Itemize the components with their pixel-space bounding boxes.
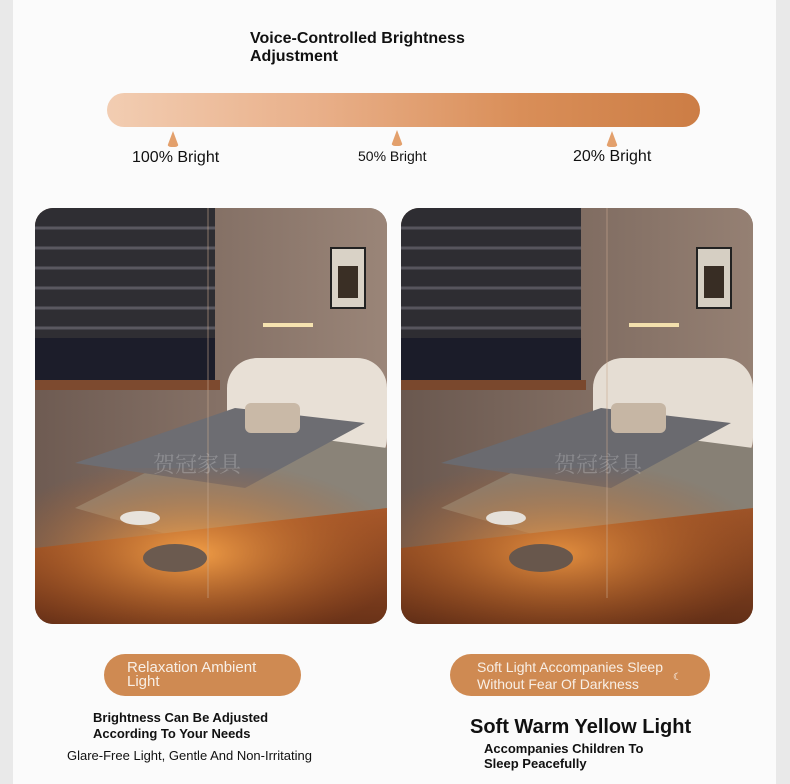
soft-light-sleep-badge	[450, 654, 710, 696]
moon-icon: ☾	[673, 672, 682, 683]
left-description-line-3: Glare-Free Light, Gentle And Non-Irritating	[67, 748, 312, 763]
label-20-bright: 20% Bright	[573, 148, 652, 165]
bedroom-photo-dim	[401, 208, 753, 624]
title-line-1: Voice-Controlled Brightness	[250, 30, 465, 47]
left-description	[93, 710, 268, 742]
badge-line-1: Relaxation Ambient	[127, 659, 257, 676]
photo-watermark: 贺冠家具	[554, 453, 643, 478]
bedroom-photo-bright	[35, 208, 387, 624]
label-100-bright: 100% Bright	[132, 149, 220, 166]
desc-line-1: Accompanies Children To	[484, 741, 644, 756]
badge-line-2: Without Fear Of Darkness	[477, 676, 639, 692]
title-line-2: Adjustment	[250, 48, 338, 65]
brightness-gradient-bar	[107, 93, 700, 127]
desc-line-2: According To Your Needs	[93, 726, 251, 741]
badge-line-1: Soft Light Accompanies Sleep	[477, 659, 664, 675]
section-title	[250, 30, 570, 66]
photo-watermark: 贺冠家具	[153, 453, 242, 478]
relaxation-ambient-light-badge	[104, 654, 301, 696]
marker-20-icon	[606, 131, 618, 147]
desc-line-1: Brightness Can Be Adjusted	[93, 710, 269, 725]
desc-line-2: Sleep Peacefully	[484, 756, 587, 771]
marker-50-icon	[391, 130, 403, 146]
label-50-bright: 50% Bright	[358, 148, 427, 164]
marker-100-icon	[167, 131, 179, 147]
right-description	[484, 741, 643, 771]
product-detail-page	[13, 0, 776, 784]
badge-line-2: Light	[127, 673, 160, 690]
soft-warm-yellow-light-heading: Soft Warm Yellow Light	[470, 716, 692, 738]
